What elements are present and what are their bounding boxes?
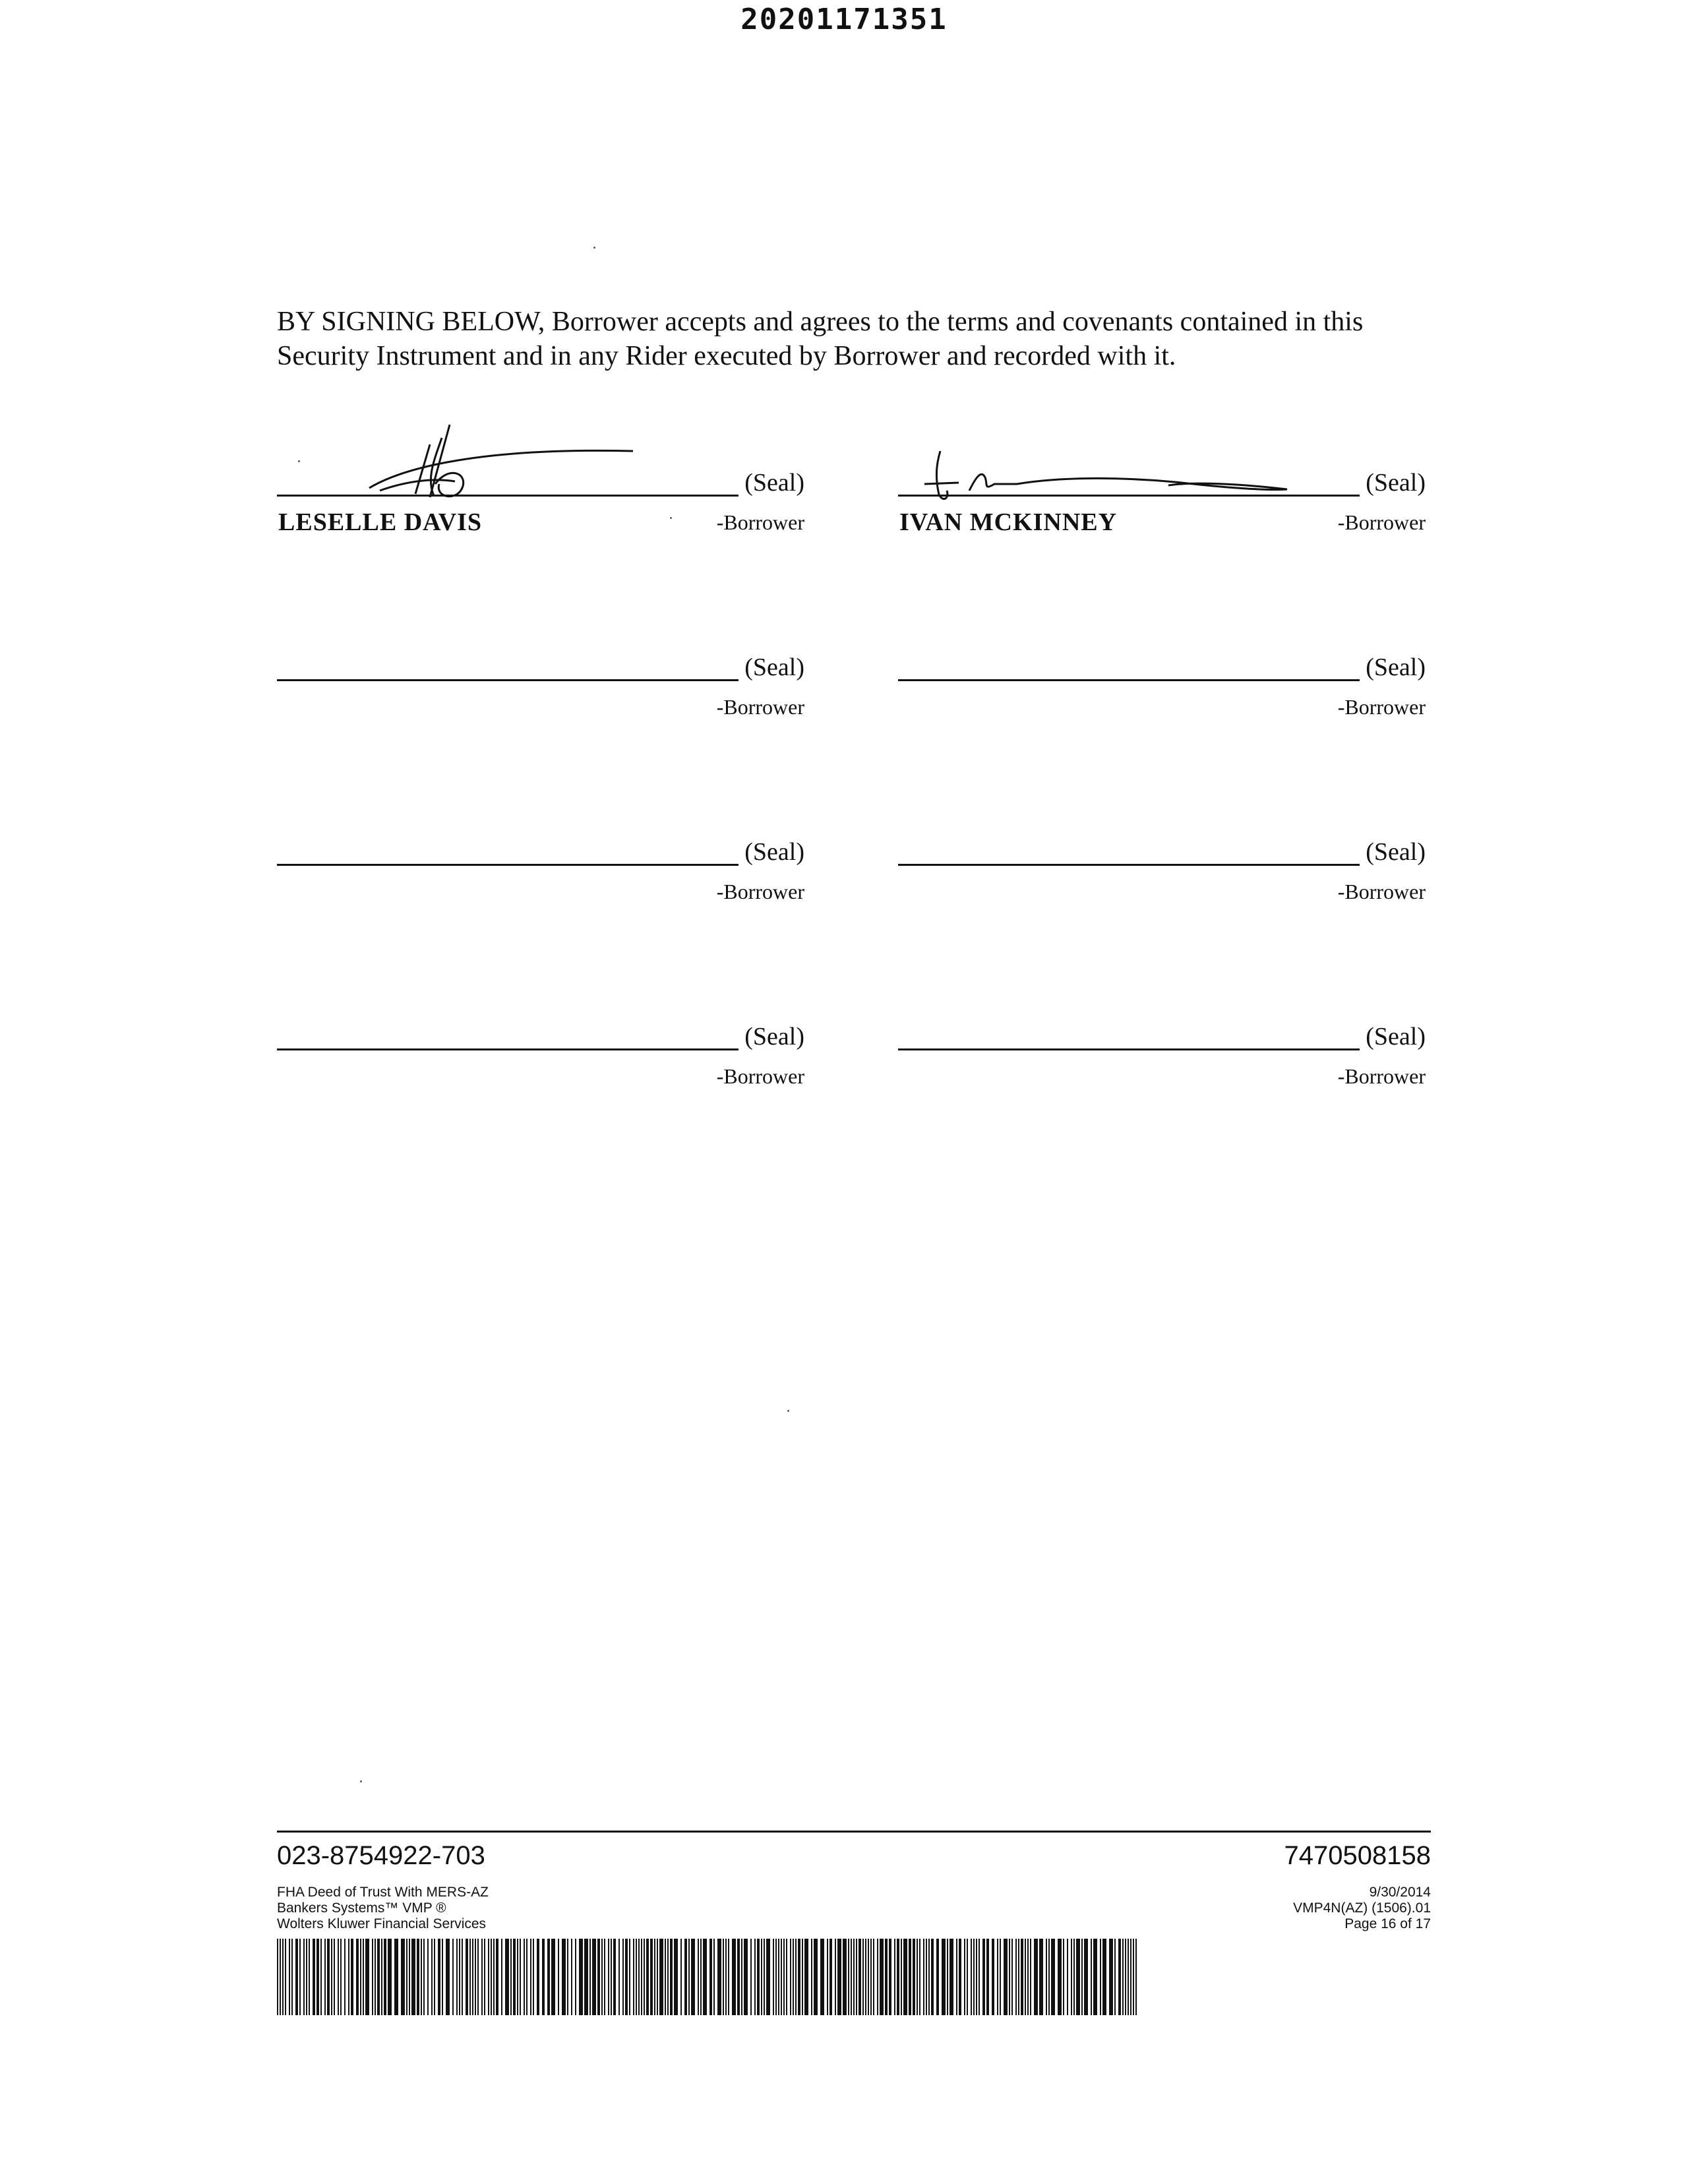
barcode-bar bbox=[650, 1939, 653, 2015]
barcode-bar bbox=[723, 1939, 724, 2015]
barcode-bar bbox=[761, 1939, 762, 2015]
barcode-bar bbox=[351, 1939, 353, 2015]
barcode-bar bbox=[877, 1939, 878, 2015]
barcode-bar bbox=[365, 1939, 369, 2015]
signature-line bbox=[277, 679, 738, 681]
signature-block-3 bbox=[277, 649, 804, 719]
barcode-bar bbox=[757, 1939, 760, 2015]
barcode-bar bbox=[303, 1939, 305, 2015]
barcode-bar bbox=[636, 1939, 637, 2015]
barcode-bar bbox=[338, 1939, 339, 2015]
barcode-bar bbox=[427, 1939, 429, 2015]
barcode-bar bbox=[517, 1939, 518, 2015]
scan-speck bbox=[360, 1780, 362, 1782]
signature-block-7 bbox=[277, 1018, 804, 1088]
barcode-bar bbox=[659, 1939, 663, 2015]
signature-block-5 bbox=[277, 834, 804, 903]
barcode-bar bbox=[1063, 1939, 1064, 2015]
barcode-bar bbox=[928, 1939, 930, 2015]
barcode-bar bbox=[1048, 1939, 1050, 2015]
borrower-label: -Borrower bbox=[1337, 1064, 1426, 1088]
barcode-bar bbox=[491, 1939, 492, 2015]
barcode-bar bbox=[625, 1939, 628, 2015]
seal-label: (Seal) bbox=[1366, 469, 1426, 497]
barcode-bar bbox=[510, 1939, 512, 2015]
barcode-bar bbox=[709, 1939, 712, 2015]
barcode-bar bbox=[388, 1939, 392, 2015]
seal-label: (Seal) bbox=[1366, 1023, 1426, 1050]
barcode-bar bbox=[575, 1939, 576, 2015]
barcode-bar bbox=[633, 1939, 634, 2015]
borrower-signature-mckinney bbox=[898, 385, 1426, 517]
barcode-bar bbox=[1133, 1939, 1134, 2015]
barcode-bar bbox=[859, 1939, 861, 2015]
barcode-bar bbox=[814, 1939, 818, 2015]
signature-line bbox=[898, 864, 1360, 866]
barcode-bar bbox=[524, 1939, 525, 2015]
barcode-bar bbox=[646, 1939, 649, 2015]
barcode-bar bbox=[764, 1939, 765, 2015]
seal-label: (Seal) bbox=[744, 1023, 804, 1050]
seal-label: (Seal) bbox=[744, 469, 804, 497]
barcode-bar bbox=[542, 1939, 545, 2015]
barcode-bar bbox=[798, 1939, 800, 2015]
borrower-label: -Borrower bbox=[716, 695, 804, 719]
barcode-bar bbox=[1102, 1939, 1106, 2015]
barcode-bar bbox=[732, 1939, 736, 2015]
barcode-bar bbox=[703, 1939, 707, 2015]
barcode-bar bbox=[592, 1939, 596, 2015]
barcode-bar bbox=[775, 1939, 777, 2015]
barcode-bar bbox=[348, 1939, 349, 2015]
signature-block-2 bbox=[898, 464, 1426, 536]
barcode-bar bbox=[926, 1939, 927, 2015]
barcode-bar bbox=[853, 1939, 855, 2015]
barcode-bar bbox=[973, 1939, 975, 2015]
barcode-bar bbox=[820, 1939, 824, 2015]
barcode-bar bbox=[725, 1939, 727, 2015]
barcode-bar bbox=[737, 1939, 740, 2015]
barcode-bar bbox=[1073, 1939, 1075, 2015]
barcode-bar bbox=[363, 1939, 364, 2015]
barcode-bar bbox=[778, 1939, 779, 2015]
barcode-bar bbox=[442, 1939, 443, 2015]
barcode-bar bbox=[493, 1939, 495, 2015]
barcode-bar bbox=[931, 1939, 934, 2015]
barcode-bar bbox=[299, 1939, 301, 2015]
barcode-bar bbox=[601, 1939, 603, 2015]
barcode-bar bbox=[469, 1939, 471, 2015]
barcode-bar bbox=[942, 1939, 946, 2015]
barcode-bar bbox=[684, 1939, 687, 2015]
barcode-bar bbox=[1125, 1939, 1126, 2015]
barcode-bar bbox=[324, 1939, 326, 2015]
barcode-bar bbox=[1100, 1939, 1101, 2015]
barcode-bar bbox=[331, 1939, 332, 2015]
scan-speck bbox=[670, 517, 672, 519]
barcode-bar bbox=[1015, 1939, 1017, 2015]
barcode-bar bbox=[431, 1939, 433, 2015]
barcode-bar bbox=[1081, 1939, 1083, 2015]
barcode-bar bbox=[608, 1939, 609, 2015]
barcode-bar bbox=[481, 1939, 483, 2015]
barcode-bar bbox=[1128, 1939, 1129, 2015]
seal-label: (Seal) bbox=[744, 838, 804, 866]
barcode-bar bbox=[313, 1939, 315, 2015]
barcode-bar bbox=[1058, 1939, 1062, 2015]
barcode-bar bbox=[340, 1939, 342, 2015]
barcode-bar bbox=[919, 1939, 920, 2015]
barcode-bar bbox=[781, 1939, 782, 2015]
barcode-bar bbox=[472, 1939, 473, 2015]
barcode-bar bbox=[790, 1939, 791, 2015]
barcode-bar bbox=[982, 1939, 985, 2015]
barcode-bar bbox=[360, 1939, 361, 2015]
barcode-bar bbox=[717, 1939, 721, 2015]
barcode-bar bbox=[316, 1939, 319, 2015]
barcode-bar bbox=[282, 1939, 284, 2015]
barcode-bar bbox=[1027, 1939, 1029, 2015]
barcode-bar bbox=[356, 1939, 359, 2015]
barcode-bar bbox=[584, 1939, 588, 2015]
barcode-bar bbox=[533, 1939, 534, 2015]
form-title: FHA Deed of Trust With MERS-AZ bbox=[277, 1885, 489, 1900]
barcode-bar bbox=[913, 1939, 915, 2015]
barcode-bar bbox=[344, 1939, 346, 2015]
barcode-bar bbox=[597, 1939, 600, 2015]
barcode-bar bbox=[452, 1939, 454, 2015]
borrower-label: -Borrower bbox=[716, 510, 804, 534]
barcode-bar bbox=[334, 1939, 335, 2015]
barcode-bar bbox=[641, 1939, 642, 2015]
barcode-bar bbox=[923, 1939, 924, 2015]
signature-line bbox=[898, 1048, 1360, 1050]
barcode-bar bbox=[959, 1939, 961, 2015]
barcode-bar bbox=[277, 1939, 278, 2015]
barcode-bar bbox=[421, 1939, 422, 2015]
barcode-bar bbox=[835, 1939, 836, 2015]
barcode-bar bbox=[309, 1939, 310, 2015]
barcode-bar bbox=[280, 1939, 281, 2015]
barcode-bar bbox=[1135, 1939, 1137, 2015]
barcode-bar bbox=[484, 1939, 485, 2015]
barcode-bar bbox=[1039, 1939, 1043, 2015]
barcode-bar bbox=[967, 1939, 968, 2015]
barcode-bar bbox=[289, 1939, 290, 2015]
barcode-bar bbox=[446, 1939, 450, 2015]
barcode-bar bbox=[1051, 1939, 1055, 2015]
barcode-bar bbox=[434, 1939, 435, 2015]
form-company: Wolters Kluwer Financial Services bbox=[277, 1916, 487, 1931]
barcode-bar bbox=[618, 1939, 620, 2015]
barcode-bar bbox=[674, 1939, 678, 2015]
barcode-bar bbox=[783, 1939, 785, 2015]
barcode-bar bbox=[1067, 1939, 1068, 2015]
barcode-bar bbox=[537, 1939, 539, 2015]
barcode-bar bbox=[375, 1939, 376, 2015]
barcode-bar bbox=[868, 1939, 869, 2015]
barcode-bar bbox=[462, 1939, 463, 2015]
barcode-bar bbox=[700, 1939, 702, 2015]
barcode-bar bbox=[551, 1939, 555, 2015]
barcode-bar bbox=[979, 1939, 980, 2015]
signer-name: LESELLE DAVIS bbox=[278, 508, 483, 536]
barcode-bar bbox=[804, 1939, 808, 2015]
barcode-bar bbox=[992, 1939, 994, 2015]
barcode-bar bbox=[488, 1939, 489, 2015]
barcode-bar bbox=[604, 1939, 605, 2015]
barcode-bar bbox=[1009, 1939, 1010, 2015]
document-barcode bbox=[277, 1939, 1141, 2015]
barcode-bar bbox=[795, 1939, 797, 2015]
barcode-bar bbox=[638, 1939, 640, 2015]
barcode-bar bbox=[897, 1939, 899, 2015]
barcode-bar bbox=[589, 1939, 591, 2015]
barcode-bar bbox=[423, 1939, 425, 2015]
barcode-bar bbox=[320, 1939, 322, 2015]
barcode-bar bbox=[327, 1939, 330, 2015]
recording-number: 20201171351 bbox=[740, 3, 948, 36]
barcode-bar bbox=[1034, 1939, 1038, 2015]
barcode-bar bbox=[848, 1939, 849, 2015]
barcode-bar bbox=[1030, 1939, 1031, 2015]
barcode-bar bbox=[862, 1939, 864, 2015]
barcode-bar bbox=[654, 1939, 655, 2015]
signature-line bbox=[898, 495, 1360, 497]
barcode-bar bbox=[622, 1939, 624, 2015]
loan-number-right: 7470508158 bbox=[1284, 1841, 1431, 1870]
signature-block-4 bbox=[898, 649, 1426, 719]
barcode-bar bbox=[1114, 1939, 1116, 2015]
barcode-bar bbox=[741, 1939, 742, 2015]
barcode-bar bbox=[1093, 1939, 1097, 2015]
barcode-bar bbox=[964, 1939, 965, 2015]
barcode-bar bbox=[829, 1939, 832, 2015]
barcode-bar bbox=[1122, 1939, 1124, 2015]
barcode-bar bbox=[567, 1939, 568, 2015]
barcode-bar bbox=[579, 1939, 583, 2015]
barcode-bar bbox=[496, 1939, 498, 2015]
barcode-bar bbox=[885, 1939, 888, 2015]
barcode-bar bbox=[394, 1939, 398, 2015]
barcode-bar bbox=[406, 1939, 407, 2015]
barcode-bar bbox=[802, 1939, 803, 2015]
barcode-bar bbox=[1000, 1939, 1001, 2015]
scan-speck bbox=[787, 1410, 789, 1412]
barcode-bar bbox=[956, 1939, 957, 2015]
barcode-bar bbox=[417, 1939, 419, 2015]
barcode-bar bbox=[936, 1939, 939, 2015]
barcode-bar bbox=[409, 1939, 410, 2015]
barcode-bar bbox=[411, 1939, 415, 2015]
barcode-bar bbox=[793, 1939, 794, 2015]
page-number: Page 16 of 17 bbox=[1344, 1916, 1431, 1931]
barcode-bar bbox=[691, 1939, 695, 2015]
barcode-bar bbox=[530, 1939, 531, 2015]
barcode-bar bbox=[894, 1939, 895, 2015]
barcode-bar bbox=[644, 1939, 645, 2015]
form-info bbox=[277, 1885, 489, 1932]
barcode-bar bbox=[438, 1939, 440, 2015]
signature-line bbox=[277, 1048, 738, 1050]
barcode-bar bbox=[865, 1939, 866, 2015]
barcode-bar bbox=[713, 1939, 715, 2015]
barcode-bar bbox=[1046, 1939, 1047, 2015]
barcode-bar bbox=[520, 1939, 521, 2015]
barcode-bar bbox=[629, 1939, 630, 2015]
barcode-bar bbox=[295, 1939, 298, 2015]
barcode-bar bbox=[1021, 1939, 1023, 2015]
form-code: VMP4N(AZ) (1506).01 bbox=[1293, 1900, 1431, 1916]
barcode-bar bbox=[1004, 1939, 1008, 2015]
loan-number-left: 023-8754922-703 bbox=[277, 1841, 485, 1870]
signing-statement: BY SIGNING BELOW, Borrower accepts and agrees to the terms and covenants contained in this Security Instrument and in any Rider executed by Borrower and recorded with it. bbox=[277, 307, 1364, 371]
barcode-bar bbox=[917, 1939, 918, 2015]
barcode-bar bbox=[1084, 1939, 1088, 2015]
barcode-bar bbox=[562, 1939, 566, 2015]
borrower-label: -Borrower bbox=[1337, 880, 1426, 903]
borrower-label: -Borrower bbox=[1337, 695, 1426, 719]
form-meta bbox=[1293, 1885, 1431, 1932]
barcode-bar bbox=[456, 1939, 458, 2015]
signature-block-8 bbox=[898, 1018, 1426, 1088]
barcode-bar bbox=[285, 1939, 286, 2015]
barcode-bar bbox=[571, 1939, 572, 2015]
barcode-bar bbox=[903, 1939, 907, 2015]
seal-label: (Seal) bbox=[744, 653, 804, 681]
barcode-bar bbox=[976, 1939, 977, 2015]
barcode-bar bbox=[501, 1939, 502, 2015]
barcode-bar bbox=[558, 1939, 559, 2015]
barcode-bar bbox=[754, 1939, 756, 2015]
barcode-bar bbox=[1025, 1939, 1026, 2015]
barcode-bar bbox=[459, 1939, 460, 2015]
borrower-label: -Borrower bbox=[716, 1064, 804, 1088]
barcode-bar bbox=[547, 1939, 550, 2015]
barcode-bar bbox=[1118, 1939, 1121, 2015]
barcode-bar bbox=[843, 1939, 847, 2015]
barcode-bar bbox=[766, 1939, 770, 2015]
barcode-bar bbox=[909, 1939, 911, 2015]
barcode-bar bbox=[750, 1939, 752, 2015]
form-publisher: Bankers Systems™ VMP ® bbox=[277, 1900, 446, 1916]
barcode-bar bbox=[997, 1939, 998, 2015]
barcode-bar bbox=[613, 1939, 616, 2015]
barcode-bar bbox=[372, 1939, 373, 2015]
barcode-bar bbox=[950, 1939, 953, 2015]
barcode-bar bbox=[291, 1939, 293, 2015]
barcode-bar bbox=[680, 1939, 682, 2015]
signature-block-1 bbox=[277, 464, 804, 536]
barcode-bar bbox=[947, 1939, 948, 2015]
barcode-bar bbox=[889, 1939, 891, 2015]
barcode-bar bbox=[901, 1939, 902, 2015]
seal-label: (Seal) bbox=[1366, 653, 1426, 681]
barcode-bar bbox=[505, 1939, 509, 2015]
barcode-bar bbox=[1109, 1939, 1113, 2015]
barcode-bar bbox=[665, 1939, 666, 2015]
barcode-bar bbox=[384, 1939, 386, 2015]
barcode-bar bbox=[670, 1939, 673, 2015]
scan-speck bbox=[593, 247, 595, 249]
signature-line bbox=[277, 864, 738, 866]
borrower-label: -Borrower bbox=[1337, 510, 1426, 534]
barcode-bar bbox=[773, 1939, 774, 2015]
barcode-bar bbox=[744, 1939, 748, 2015]
barcode-bar bbox=[880, 1939, 884, 2015]
barcode-bar bbox=[1091, 1939, 1092, 2015]
barcode-bar bbox=[306, 1939, 307, 2015]
signature-line bbox=[898, 679, 1360, 681]
barcode-bar bbox=[1076, 1939, 1080, 2015]
barcode-bar bbox=[657, 1939, 658, 2015]
signature-line bbox=[277, 495, 738, 497]
barcode-bar bbox=[475, 1939, 476, 2015]
barcode-bar bbox=[1018, 1939, 1019, 2015]
barcode-bar bbox=[667, 1939, 669, 2015]
form-date: 9/30/2014 bbox=[1369, 1885, 1431, 1900]
footer-divider bbox=[277, 1831, 1431, 1833]
barcode-bar bbox=[381, 1939, 382, 2015]
scan-speck bbox=[298, 460, 300, 462]
barcode-bar bbox=[1130, 1939, 1131, 2015]
seal-label: (Seal) bbox=[1366, 838, 1426, 866]
barcode-bar bbox=[856, 1939, 857, 2015]
barcode-bar bbox=[401, 1939, 405, 2015]
barcode-bar bbox=[466, 1939, 468, 2015]
borrower-label: -Borrower bbox=[716, 880, 804, 903]
barcode-bar bbox=[870, 1939, 872, 2015]
barcode-bar bbox=[698, 1939, 699, 2015]
barcode-bar bbox=[851, 1939, 852, 2015]
barcode-bar bbox=[986, 1939, 989, 2015]
barcode-bar bbox=[688, 1939, 690, 2015]
barcode-bar bbox=[728, 1939, 729, 2015]
barcode-bar bbox=[477, 1939, 479, 2015]
barcode-bar bbox=[526, 1939, 528, 2015]
barcode-bar bbox=[1011, 1939, 1013, 2015]
barcode-bar bbox=[786, 1939, 787, 2015]
barcode-bar bbox=[611, 1939, 612, 2015]
barcode-bar bbox=[1071, 1939, 1072, 2015]
barcode-bar bbox=[377, 1939, 380, 2015]
barcode-bar bbox=[873, 1939, 874, 2015]
barcode-bar bbox=[837, 1939, 841, 2015]
barcode-bar bbox=[811, 1939, 812, 2015]
signature-block-6 bbox=[898, 834, 1426, 903]
barcode-bar bbox=[971, 1939, 972, 2015]
borrower-signature-davis bbox=[277, 385, 804, 517]
barcode-bar bbox=[513, 1939, 516, 2015]
signer-name: IVAN MCKINNEY bbox=[899, 508, 1118, 536]
barcode-bar bbox=[827, 1939, 828, 2015]
